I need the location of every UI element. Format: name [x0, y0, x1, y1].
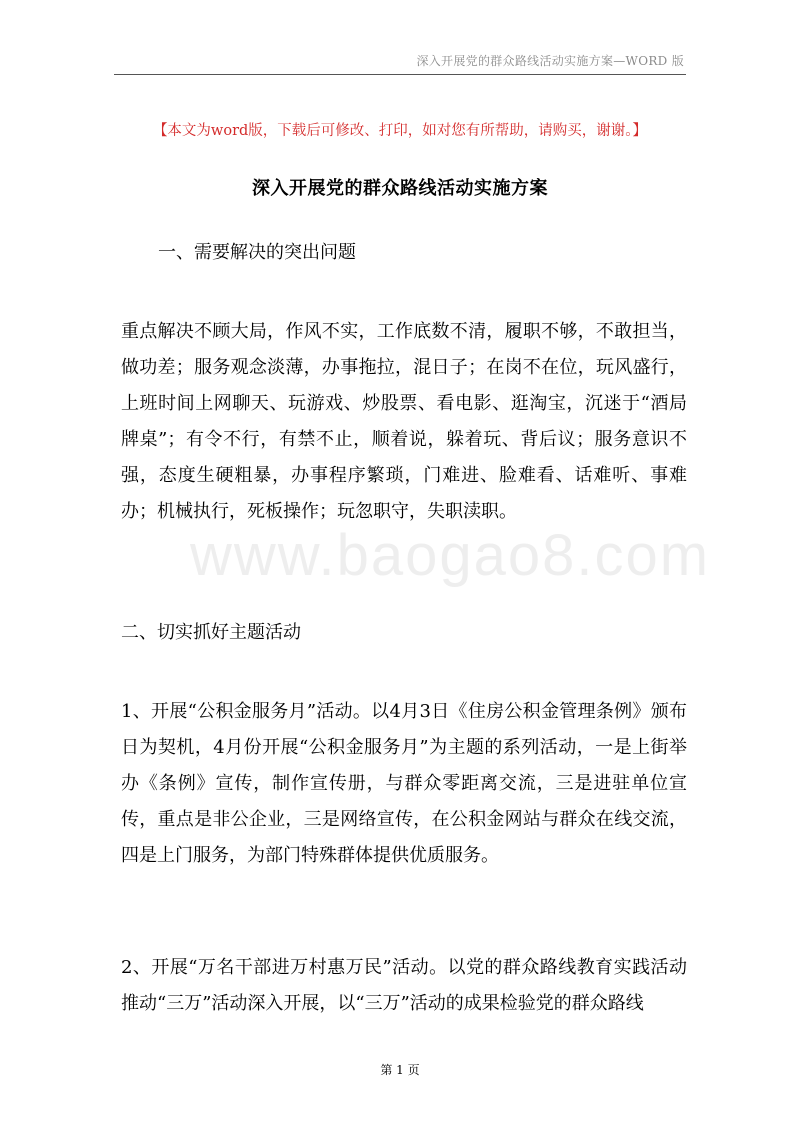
header-divider — [114, 74, 686, 75]
purchase-notice: 【本文为word版，下载后可修改、打印，如对您有所帮助，请购买，谢谢。】 — [152, 123, 648, 139]
section-2-item-2: 2、开展“万名干部进万村惠万民”活动。以党的群众路线教育实践活动推动“三万”活动深入开展，以“三万”活动的成果检验党的群众路线 — [121, 957, 687, 1014]
section-heading-1: 一、需要解决的突出问题 — [158, 242, 356, 263]
document-title: 深入开展党的群众路线活动实施方案 — [252, 178, 548, 199]
watermark-text: www.baogao8.com — [190, 523, 711, 588]
page-number: 第 1 页 — [380, 1063, 420, 1077]
section-1-paragraph: 重点解决不顾大局，作风不实，工作底数不清，履职不够，不敢担当，做功差；服务观念淡薄，办事拖拉，混日子；在岗不在位，玩风盛行，上班时间上网聊天、玩游戏、炒股票、看电影、逛淘宝，沉迷于“酒局牌桌”；有令不行，有禁不止，顺着说，躲着玩、背后议；服务意识不强，态度生硬粗暴，办事程序繁琐，门难进、脸难看、话难听、事难办；机械执行，死板操作；玩忽职守，失职渎职。 — [121, 321, 687, 522]
section-2-item-1: 1、开展“公积金服务月”活动。以4月3日《住房公积金管理条例》颁布日为契机，4月份开展“公积金服务月”为主题的系列活动，一是上街举办《条例》宣传，制作宣传册，与群众零距离交流，三是进驻单位宣传，重点是非公企业，三是网络宣传，在公积金网站与群众在线交流，四是上门服务，为部门特殊群体提供优质服务。 — [121, 701, 687, 866]
running-header: 深入开展党的群众路线活动实施方案—WORD 版 — [416, 54, 684, 68]
section-heading-2: 二、切实抓好主题活动 — [121, 622, 301, 643]
